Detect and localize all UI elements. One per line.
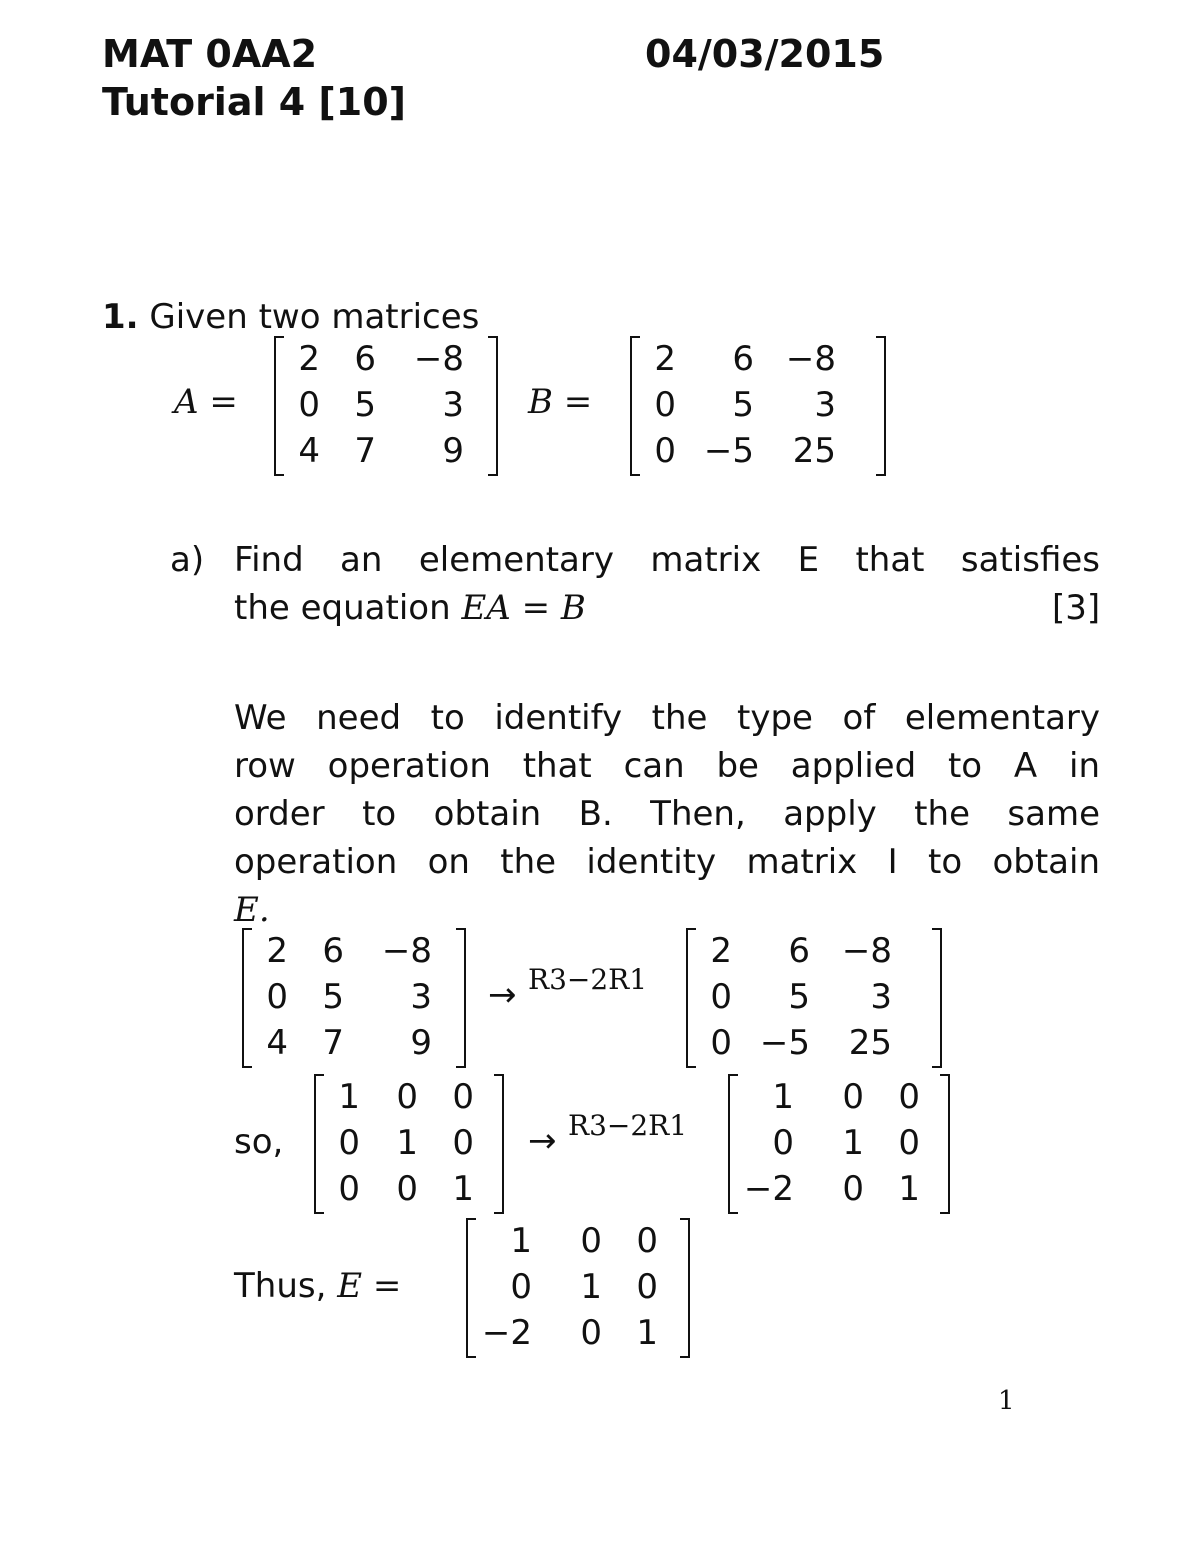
matrix-cell: −8 [413,339,464,379]
solution-line-2: row operation that can be applied to A in [234,746,1100,786]
matrix-row [482,1218,674,1264]
solution-line-4: operation on the identity matrix I to obtain [234,842,1100,882]
e-matrix [466,1218,690,1358]
matrix-row [482,1264,674,1310]
matrix-cell: 0 [266,977,288,1017]
matrix-row [330,1166,488,1212]
matrix-cell: 6 [732,339,754,379]
matrix-b-copy [686,928,942,1068]
matrix-cell: 2 [298,339,320,379]
matrix-row [702,974,926,1020]
matrix-row [744,1120,934,1166]
matrix-cell: −2 [743,1169,794,1209]
matrix-row [290,428,482,474]
part-a-equation: EA = B [461,588,586,628]
matrix-cell: 1 [338,1077,360,1117]
left-bracket [466,1218,476,1358]
matrix-cell: −8 [785,339,836,379]
matrix-cell: 5 [788,977,810,1017]
row-op-arrow-2: → R3−2R1 [528,1109,688,1161]
matrix-cell: 0 [636,1267,658,1307]
matrix-row [646,336,870,382]
matrix-cell: 3 [870,977,892,1017]
matrix-cell: 3 [410,977,432,1017]
matrix-cell: 0 [898,1123,920,1163]
solution-line-3: order to obtain B. Then, apply the same [234,794,1100,834]
matrix-cell: 1 [772,1077,794,1117]
matrix-cell: 4 [266,1023,288,1063]
matrix-cell: 0 [654,431,676,471]
part-a-line2 [234,588,586,628]
right-bracket [940,1074,950,1214]
matrix-cell: 1 [636,1313,658,1353]
question-intro [102,297,479,337]
matrix-b-label: B = [528,382,593,422]
matrix-row [258,1020,450,1066]
right-bracket [488,336,498,476]
matrix-cell: 5 [354,385,376,425]
course-code: MAT 0AA2 [102,32,318,76]
thus-line [234,1266,401,1306]
matrix-cell: 4 [298,431,320,471]
matrix-cell: 2 [710,931,732,971]
solution-line-5: E. [234,890,270,930]
row-op-label-1: R3−2R1 [528,963,648,996]
matrix-row [482,1310,674,1356]
part-a-label: a) [170,540,205,580]
matrix-cell: 0 [452,1123,474,1163]
matrix-cell: 1 [842,1123,864,1163]
matrix-row [290,382,482,428]
matrix-cell: 25 [792,431,836,471]
matrix-cell: −5 [703,431,754,471]
matrix-row [258,928,450,974]
left-bracket [314,1074,324,1214]
matrix-row [744,1166,934,1212]
part-a-line2-text: the equation [234,588,451,628]
identity-matrix [314,1074,504,1214]
matrix-cell: 0 [396,1077,418,1117]
matrix-cell: −8 [841,931,892,971]
right-bracket [932,928,942,1068]
matrix-cell: 25 [848,1023,892,1063]
matrix-cell: 3 [814,385,836,425]
left-bracket [242,928,252,1068]
matrix-cell: 3 [442,385,464,425]
matrix-cell: 6 [322,931,344,971]
thus-label: Thus, [234,1266,327,1306]
matrix-cell: 0 [772,1123,794,1163]
left-bracket [686,928,696,1068]
matrix-cell: 1 [510,1221,532,1261]
date: 04/03/2015 [645,32,885,76]
matrix-cell: 7 [354,431,376,471]
matrix-cell: 0 [636,1221,658,1261]
left-bracket [728,1074,738,1214]
matrix-b [630,336,886,476]
matrix-cell: 6 [788,931,810,971]
matrix-cell: 0 [580,1313,602,1353]
matrix-row [702,1020,926,1066]
matrix-row [258,974,450,1020]
matrix-cell: 0 [580,1221,602,1261]
part-a-line1: Find an elementary matrix E that satisfies [234,540,1100,580]
page-number: 1 [998,1386,1015,1416]
matrix-cell: 1 [580,1267,602,1307]
matrix-cell: 5 [322,977,344,1017]
question-number: 1. [102,297,139,337]
matrix-cell: 7 [322,1023,344,1063]
thus-equation: E = [337,1266,402,1306]
solution-line-1: We need to identify the type of elementary [234,698,1100,738]
matrix-cell: −5 [759,1023,810,1063]
right-bracket [680,1218,690,1358]
matrix-cell: 0 [710,1023,732,1063]
matrix-a-copy [242,928,466,1068]
matrix-row [702,928,926,974]
matrix-cell: 0 [338,1123,360,1163]
matrix-cell: 0 [710,977,732,1017]
matrix-cell: 1 [898,1169,920,1209]
matrix-cell: 0 [654,385,676,425]
matrix-cell: 0 [842,1077,864,1117]
right-bracket [456,928,466,1068]
matrix-cell: 6 [354,339,376,379]
matrix-cell: 1 [396,1123,418,1163]
left-bracket [630,336,640,476]
matrix-cell: 0 [842,1169,864,1209]
matrix-row [646,382,870,428]
matrix-cell: −2 [481,1313,532,1353]
matrix-cell: −8 [381,931,432,971]
matrix-cell: 2 [266,931,288,971]
matrix-cell: 0 [298,385,320,425]
matrix-cell: 1 [452,1169,474,1209]
matrix-cell: 0 [898,1077,920,1117]
matrix-cell: 0 [396,1169,418,1209]
row-op-label-2: R3−2R1 [568,1109,688,1142]
result-matrix [728,1074,950,1214]
matrix-cell: 0 [510,1267,532,1307]
matrix-cell: 5 [732,385,754,425]
matrix-cell: 0 [452,1077,474,1117]
matrix-cell: 9 [410,1023,432,1063]
question-intro-text: Given two matrices [149,297,480,337]
matrix-row [290,336,482,382]
matrix-a [274,336,498,476]
row-op-arrow-1: → R3−2R1 [488,963,648,1015]
right-bracket [876,336,886,476]
matrix-a-label: A = [174,382,238,422]
matrix-row [744,1074,934,1120]
matrix-cell: 9 [442,431,464,471]
part-a-marks: [3] [1052,588,1101,628]
so-label: so, [234,1122,284,1162]
matrix-row [330,1120,488,1166]
matrix-cell: 2 [654,339,676,379]
matrix-cell: 0 [338,1169,360,1209]
left-bracket [274,336,284,476]
matrix-row [330,1074,488,1120]
matrix-row [646,428,870,474]
right-bracket [494,1074,504,1214]
tutorial-title: Tutorial 4 [10] [102,80,407,124]
